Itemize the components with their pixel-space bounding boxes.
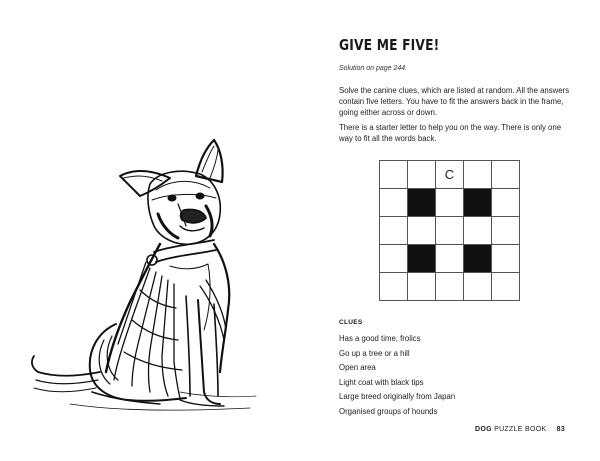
crossword-grid [379, 160, 520, 301]
grid-cell[interactable] [436, 189, 464, 217]
grid-cell[interactable] [492, 189, 520, 217]
clue-item: Open area [339, 363, 376, 373]
grid-cell[interactable]: C [436, 161, 464, 189]
page-footer [475, 426, 565, 433]
grid-cell[interactable] [380, 161, 408, 189]
grid-cell[interactable] [408, 217, 436, 245]
footer-book-word2: PUZZLE BOOK [494, 426, 547, 433]
clue-item: Has a good time, frolics [339, 334, 421, 343]
grid-cell[interactable] [436, 245, 464, 273]
clues-heading: CLUES [339, 319, 363, 326]
page-title: GIVE ME FIVE! [339, 36, 440, 54]
clue-item: Large breed originally from Japan [339, 392, 456, 402]
grid-cell[interactable] [492, 161, 520, 189]
dog-illustration [0, 0, 300, 456]
clue-item: Light coat with black tips [339, 377, 424, 387]
grid-cell[interactable] [408, 161, 436, 189]
page-number: 83 [556, 426, 566, 433]
grid-cell[interactable] [436, 217, 464, 245]
footer-book-word1: DOG [475, 426, 492, 433]
solution-note: Solution on page 244. [339, 65, 408, 72]
clue-item: Go up a tree or a hill [339, 348, 410, 358]
grid-cell[interactable] [492, 273, 520, 301]
instructions-paragraph: Solve the canine clues, which are listed at random. All the answers contain five letters. You have to fit the answers back in the frame, going either across or down. [339, 86, 570, 118]
grid-block-cell [408, 189, 436, 217]
grid-cell[interactable] [464, 217, 492, 245]
grid-cell[interactable] [464, 273, 492, 301]
grid-cell[interactable] [492, 245, 520, 273]
grid-cell[interactable] [380, 189, 408, 217]
grid-block-cell [408, 245, 436, 273]
grid-block-cell [464, 189, 492, 217]
clue-item: Organised groups of hounds [339, 406, 438, 416]
grid-cell[interactable] [380, 217, 408, 245]
grid-block-cell [464, 245, 492, 273]
grid-cell[interactable] [408, 273, 436, 301]
hint-paragraph: There is a starter letter to help you on the way. There is only one way to fit all the words back. [339, 123, 562, 144]
grid-cell[interactable] [436, 273, 464, 301]
clues-list [339, 332, 455, 420]
grid-cell[interactable] [492, 217, 520, 245]
grid-cell[interactable] [380, 273, 408, 301]
grid-cell[interactable] [380, 245, 408, 273]
grid-cell[interactable] [464, 161, 492, 189]
